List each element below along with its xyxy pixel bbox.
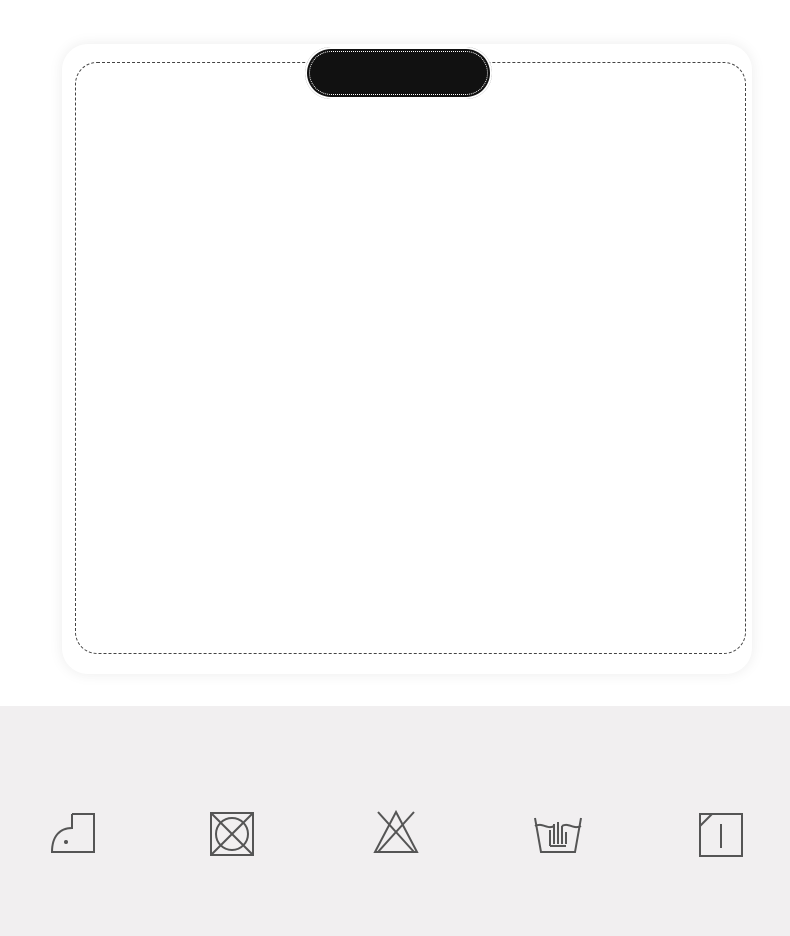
iron-icon bbox=[50, 812, 96, 856]
shade-dry-icon bbox=[698, 812, 744, 858]
size-title-badge bbox=[305, 47, 492, 99]
hand-wash-icon bbox=[532, 812, 584, 856]
size-card-dashed-border bbox=[75, 62, 746, 654]
no-bleach-icon bbox=[372, 808, 420, 856]
no-tumble-dry-icon bbox=[208, 810, 256, 858]
